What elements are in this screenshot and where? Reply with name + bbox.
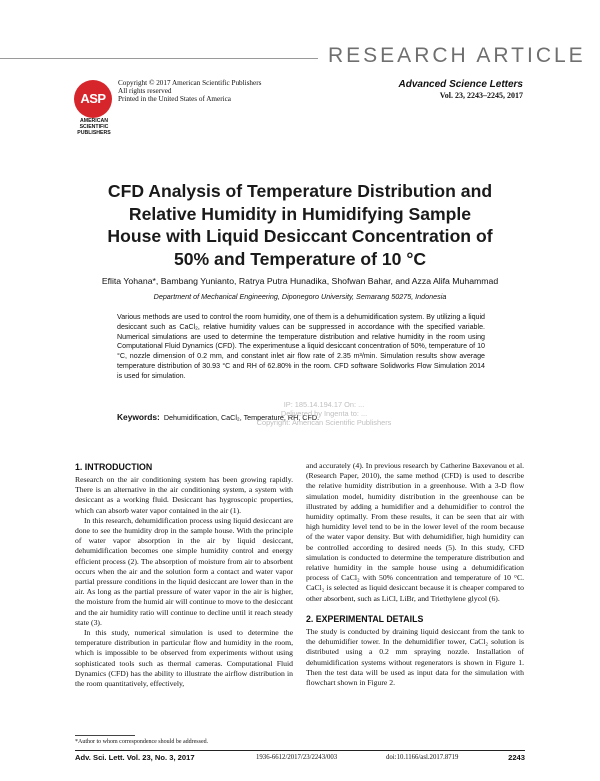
paragraph: In this study, numerical simulation is used to determine the temperature distribution in particular flow and humidity in the room, which is impossible to be observed from experiments without using sophisticated tools such as thermal cameras. Computational Fluid Dynamics (CFD) has the ability to illustrate the airflow distribution in the room quantitatively, effectively, [75,628,293,689]
affiliation: Department of Mechanical Engineering, Diponegoro University, Semarang 50275, Indonesia [153,292,447,301]
volume-pages: Vol. 23, 2243–2245, 2017 [439,91,523,100]
title-line: CFD Analysis of Temperature Distribution and [107,181,493,201]
footer-issn: 1936-6612/2017/23/2243/003 [256,754,338,761]
keywords-list: Dehumidification, CaCl₂, Temperature, RH, CFD. [163,413,320,422]
keywords-label: Keywords: [117,412,160,422]
article-type-banner: RESEARCH ARTICLE [328,44,586,67]
article-title [80,180,520,270]
body-column-right-experimental [306,627,524,688]
page-number: 2243 [508,753,525,762]
download-watermark [244,401,404,427]
corresponding-author-footnote: *Author to whom correspondence should be addressed. [75,739,209,745]
paragraph: and accurately (4). In previous research by Catherine Baxevanou et al. (Research Paper, 2010), the same method (CFD) is used to describe the relative humidity distribution in a greenhouse. With a 3-D flow simulation model, humidity distribution in the greenhouse can be illustrated by adding a humidifier and a dehumidifier to control the humidity optimally. From these results, it can be seen that air with high humidity level tend to be in the lower level of the room because of the water vapor density. But with dehumidifier, high humidity can be controlled according to desired needs (5). In this study, CFD simulation is conducted to determine the temperature distribution and relative humidity in the sample house using a dehumidification process of CaCl₂ with 50% concentration and temperature of 10 °C. CaCl₂ is selected as liquid desiccant because it is cheaper compared to other absorbent, such as LiCl, LiBr, and Triethylene glycol (6). [306,461,524,603]
paragraph: In this research, dehumidification process using liquid desiccant are done to see the humidity drop in the sample house. With the principle of water vapor absorption in the air by liquid desiccant, dehumidification becomes one simple humidity control and energy efficient process (2). The absorption of moisture from air to absorbent occurs when the air and the solution form a contact and water vapor partial pressure conditions in the liquid desiccant are lower than in the air. As long as the partial pressure of water vapor in the air is higher, the moisture from the humid air will continue to move to the desiccant and the air humidity ratio will continue to decline until it reach steady state (3). [75,515,293,627]
body-column-left [75,475,293,689]
publisher-line: AMERICAN [80,118,108,124]
publisher-logo: ASP [74,80,112,118]
copyright-line: Copyright © 2017 American Scientific Publishers [118,79,262,87]
section-heading-introduction: 1. INTRODUCTION [75,462,153,472]
watermark-line: Copyright: American Scientific Publishers [256,417,392,427]
publisher-line: SCIENTIFIC [79,124,109,130]
author-list: Eflita Yohana*, Bambang Yunianto, Ratrya Putra Hunadika, Shofwan Bahar, and Azza Alifa Muhammad [101,276,499,286]
printed-line: Printed in the United States of America [118,95,231,103]
paragraph: The study is conducted by draining liquid desiccant from the tank to the dehumidifier tower. In the dehumidifier tower, CaCl₂ solution is distributed using a 0.2 mm spraying nozzle. Installation of dehumidification systems without regenerators is shown in Figure 1. Then the test data will be used as input data for the simulation with flowchart shown in Figure 2. [306,627,524,688]
publisher-name [70,118,118,136]
title-line: House with Liquid Desiccant Concentration of [107,226,493,246]
title-line: Relative Humidity in Humidifying Sample [128,203,472,224]
footer-rule [75,750,525,751]
title-line: 50% and Temperature of 10 °C [173,248,427,269]
footnote-rule [75,735,135,736]
journal-name: Advanced Science Letters [398,79,523,90]
abstract: Various methods are used to control the room humidity, one of them is a dehumidification system. By utilizing a liquid desiccant such as CaCl₂, relative humidity values can be suppressed in accordance with the specified variable. Numerical simulations are used to determine the temperature distribution and relative humidity in the room using Computational Fluid Dynamics (CFD). The experimentuse a liquid desiccant concentration of 50%, temperature of 10 °C, nozzle dimension of 0.2 mm, and constant inlet air flow rate of 2.35 m³/min. Simulation results show average temperature distribution of 30.93 °C and RH of 62.80% in the room. CFD software Solidworks Flow Simulation 2014 is used for simulation. [117,313,485,380]
publisher-line: PUBLISHERS [77,130,111,136]
footer-doi: doi:10.1166/asl.2017.8719 [386,754,459,761]
banner-rule [0,58,318,59]
footer-citation: Adv. Sci. Lett. Vol. 23, No. 3, 2017 [75,753,195,762]
rights-line: All rights reserved [118,87,172,95]
paragraph: Research on the air conditioning system has been growing rapidly. There is an alternative in the air conditioning system, a system with desiccant as a working fluid. Desiccant has hygroscopic properties, which can absorb water vapor contained in the air (1). [75,475,293,515]
watermark-line: Delivered by Ingenta to: ... [280,408,368,418]
watermark-line: IP: 185.14.194.17 On: ... [283,400,365,409]
section-heading-experimental: 2. EXPERIMENTAL DETAILS [306,614,424,624]
body-column-right [306,461,524,604]
